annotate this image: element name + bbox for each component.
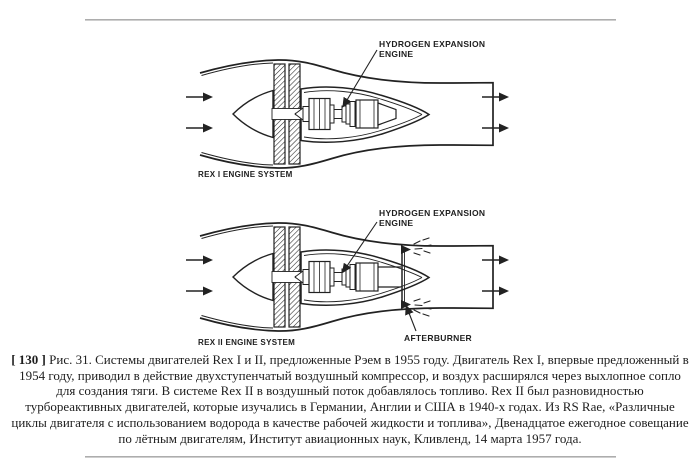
figure-caption — [8, 352, 692, 446]
afterburner-label: AFTERBURNER — [404, 333, 472, 343]
page-number-marker: [ 130 ] — [11, 352, 46, 367]
rex2-system-label: REX II ENGINE SYSTEM — [198, 338, 296, 347]
figure-rex-engine-systems — [185, 33, 520, 350]
hydrogen-expansion-engine-label-line1: HYDROGEN EXPANSION — [379, 39, 486, 49]
hydrogen-expansion-engine-label-line2: ENGINE — [379, 49, 414, 59]
afterburner-leader-line — [409, 313, 416, 331]
hydrogen-expansion-engine-label-line1: HYDROGEN EXPANSION — [379, 208, 486, 218]
rex1-diagram — [186, 39, 500, 179]
hydrogen-expansion-engine-label-line2: ENGINE — [379, 218, 414, 228]
caption-text: Рис. 31. Системы двигателей Rex I и II, предложенные Рэем в 1955 году. Двигатель Rex I, впервые предложенный в 1954 году, приводил в действие двухступенчатый воздушный компрессор, и воздух расширялся через выхлопное сопло для создания тяги. В системе Rex II в воздушный поток добавлялось топливо. Rex II был разновидностью турбореактивных двигателей, которые изучались в Германии, Англии и США в 1940-х годах. Из RS Rae, «Различные циклы двигателя с использованием водорода в качестве рабочей жидкости и топлива», Двенадцатое ежегодное совещание по лётным двигателям, Институт авиационных наук, Кливленд, 14 марта 1957 года. — [11, 352, 689, 446]
rex1-engine-cutaway — [186, 60, 500, 168]
rex1-system-label: REX I ENGINE SYSTEM — [198, 170, 293, 179]
rex2-diagram — [186, 208, 500, 347]
bottom-divider — [85, 456, 616, 458]
top-divider — [85, 19, 616, 21]
rex2-engine-cutaway — [186, 223, 500, 331]
